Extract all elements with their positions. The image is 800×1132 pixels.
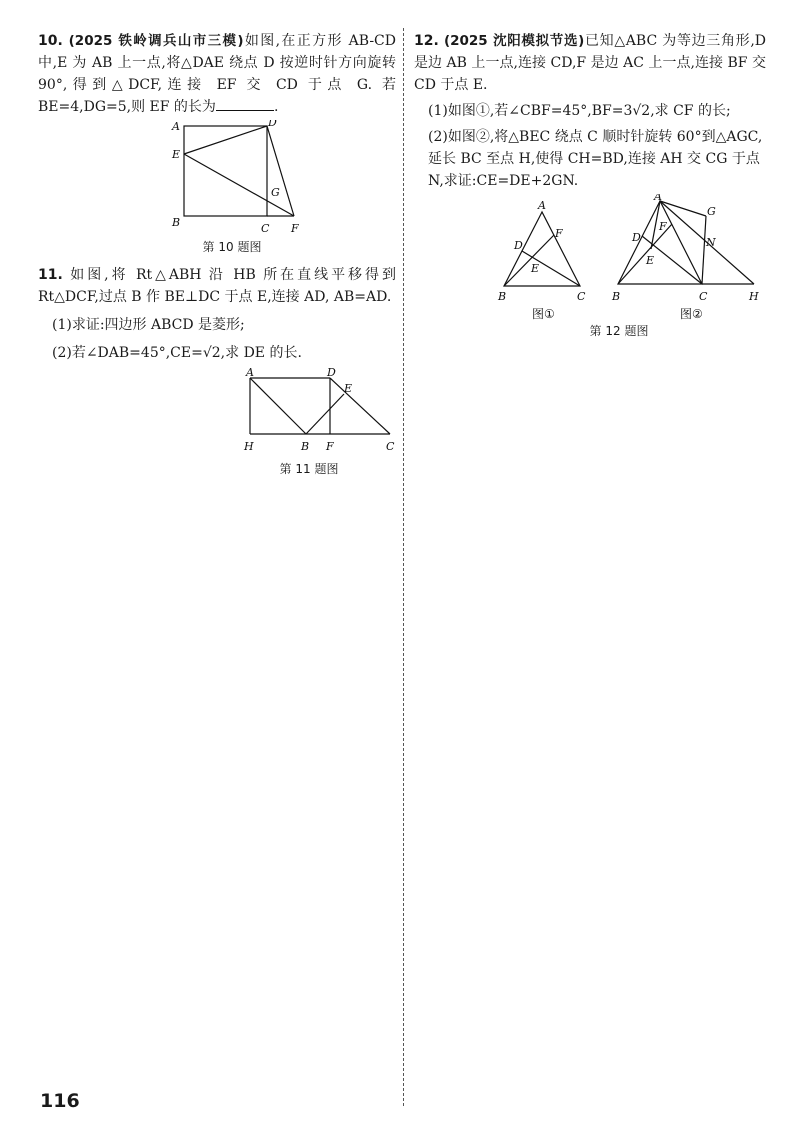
question-text: 如图,在正方形 AB-CD 中,E 为 AB 上一点,将△DAE 绕点 D 按逆时针方向旋转 90°,得到△DCF,连接 EF 交 CD 于点 G. 若 BE=4,DG=5,则 EF 的长为 — [38, 33, 396, 115]
label-F: F — [291, 222, 299, 235]
label-F: F — [659, 220, 667, 233]
label-E: E — [646, 254, 655, 267]
label-F: F — [326, 440, 334, 453]
label-A: A — [538, 199, 546, 212]
question-text: 已知△ABC 为等边三角形,D 是边 AB 上一点,连接 CD,F 是边 AC 上一点,连接 BF 交 CD 于点 E. — [414, 33, 767, 93]
question-text: 如图,将 Rt△ABH 沿 HB 所在直线平移得到 Rt△DCF,过点 B 作 BE⊥DC 于点 E,连接 AD, AB=AD. — [38, 267, 396, 305]
question-11 — [38, 264, 396, 308]
label-N: N — [706, 236, 716, 249]
label-B: B — [301, 440, 310, 453]
figure-caption: 第 10 题图 — [202, 240, 262, 254]
question-source: (2025 沈阳模拟节选) — [443, 33, 585, 49]
question-12-part-1: (1)如图①,若∠CBF=45°,BF=3√2,求 CF 的长; — [428, 103, 731, 119]
figure-12 — [414, 194, 766, 344]
label-A: A — [246, 366, 254, 379]
question-number: 11. — [38, 267, 63, 283]
question-text-end: . — [273, 99, 279, 115]
label-C: C — [577, 290, 586, 303]
page-number: 116 — [40, 1090, 80, 1112]
label-H: H — [749, 290, 759, 303]
left-column — [38, 30, 396, 476]
label-D: D — [514, 239, 523, 252]
question-12-part-2: (2)如图②,将△BEC 绕点 C 顺时针旋转 60°到△AGC,延长 BC 至点 H,使得 CH=BD,连接 AH 交 CG 于点 N,求证:CE=DE+2GN. — [428, 129, 763, 189]
label-D: D — [268, 120, 277, 129]
figure-11-diagram — [38, 366, 396, 458]
label-F: F — [555, 227, 563, 240]
label-E: E — [172, 148, 181, 161]
label-B: B — [498, 290, 507, 303]
question-11-part-1: (1)求证:四边形 ABCD 是菱形; — [52, 317, 245, 333]
figure-10-diagram — [38, 120, 396, 238]
question-number: 10. — [38, 33, 63, 49]
question-number: 12. — [414, 33, 439, 49]
figure-11 — [38, 366, 396, 476]
question-source: (2025 铁岭调兵山市三模) — [68, 33, 244, 49]
question-10 — [38, 30, 396, 118]
figure-2-caption: 图② — [680, 307, 703, 321]
label-G: G — [271, 186, 280, 199]
question-12 — [414, 30, 766, 96]
figure-caption: 第 11 题图 — [279, 462, 339, 476]
label-A: A — [654, 194, 662, 203]
question-11-part-2: (2)若∠DAB=45°,CE=√2,求 DE 的长. — [52, 345, 302, 361]
right-column — [414, 30, 766, 344]
label-C: C — [699, 290, 708, 303]
label-G: G — [707, 205, 716, 218]
label-A: A — [172, 120, 180, 133]
label-E: E — [531, 262, 540, 275]
label-H: H — [244, 440, 254, 453]
label-D: D — [327, 366, 336, 379]
figure-10 — [38, 120, 396, 260]
figure-1-caption: 图① — [532, 307, 555, 321]
label-C: C — [261, 222, 270, 235]
label-B: B — [172, 216, 181, 229]
label-C: C — [386, 440, 395, 453]
label-B: B — [612, 290, 621, 303]
figure-12-diagram — [414, 194, 766, 324]
label-D: D — [632, 231, 641, 244]
answer-blank[interactable] — [216, 96, 274, 111]
label-E: E — [344, 382, 353, 395]
column-divider — [403, 28, 404, 1106]
figure-caption: 第 12 题图 — [589, 324, 649, 338]
